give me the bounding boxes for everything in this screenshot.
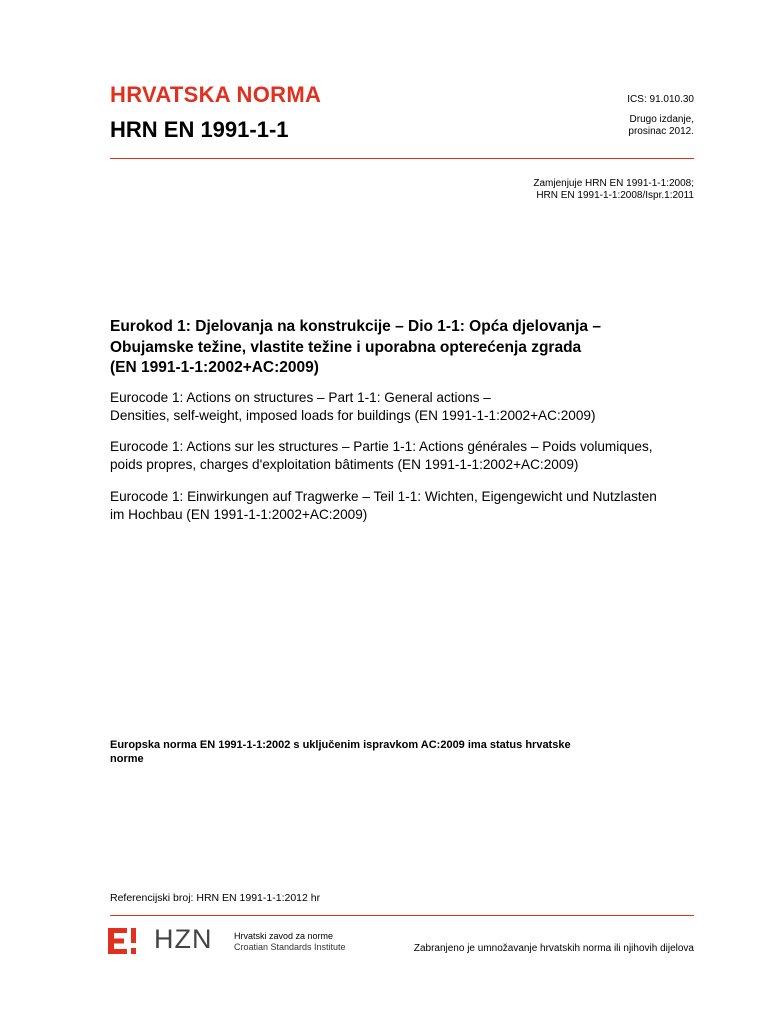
top-divider: [110, 158, 694, 159]
title-hr-line-3: (EN 1991-1-1:2002+AC:2009): [110, 359, 319, 376]
copyright-notice: Zabranjeno je umnožavanje hrvatskih norma ili njihovih dijelova: [413, 943, 694, 954]
title-french: [110, 438, 710, 474]
hzn-logo-text: HZN: [154, 924, 213, 954]
title-german: [110, 488, 710, 524]
replaces-line-1: Zamjenjuje HRN EN 1991-1-1:2008;: [533, 178, 694, 189]
replaces-info: [533, 178, 694, 202]
title-en-line-1: Eurocode 1: Actions on structures – Part 1-1: General actions –: [110, 390, 491, 405]
bottom-divider: [110, 915, 694, 916]
edition-date: prosinac 2012.: [628, 126, 694, 137]
edition-info: [628, 114, 694, 138]
institute-name-hr: Hrvatski zavod za norme: [234, 931, 334, 941]
edition-line: Drugo izdanje,: [629, 114, 694, 125]
title-croatian: [110, 317, 710, 379]
title-hr-line-2: Obujamske težine, vlastite težine i uporabna opterećenja zgrada: [110, 338, 582, 356]
institute-name: [234, 931, 346, 953]
status-line-2: norme: [110, 753, 144, 765]
institute-name-en: Croatian Standards Institute: [234, 942, 346, 952]
norm-code: HRN EN 1991-1-1: [110, 117, 289, 142]
hzn-logo-mark-icon: [108, 926, 138, 956]
replaces-line-2: HRN EN 1991-1-1:2008/Ispr.1:2011: [536, 190, 694, 201]
title-de-line-1: Eurocode 1: Einwirkungen auf Tragwerke – Teil 1-1: Wichten, Eigengewicht und Nutzlasten: [110, 489, 657, 504]
title-hr-line-1: Eurokod 1: Djelovanja na konstrukcije – Dio 1-1: Opća djelovanja –: [110, 318, 601, 335]
status-line-1: Europska norma EN 1991-1-1:2002 s uključenim ispravkom AC:2009 ima status hrvatske: [110, 739, 571, 751]
title-en-line-2: Densities, self-weight, imposed loads for buildings (EN 1991-1-1:2002+AC:2009): [110, 408, 596, 423]
title-de-line-2: im Hochbau (EN 1991-1-1:2002+AC:2009): [110, 507, 368, 522]
title-english: [110, 389, 710, 425]
title-fr-line-1: Eurocode 1: Actions sur les structures – Partie 1-1: Actions générales – Poids volumiques,: [110, 439, 653, 454]
ics-code: ICS: 91.010.30: [627, 94, 694, 105]
reference-number: Referencijski broj: HRN EN 1991-1-1:2012 hr: [110, 892, 321, 904]
title-fr-line-2: poids propres, charges d'exploitation bâtiments (EN 1991-1-1:2002+AC:2009): [110, 457, 579, 472]
norm-label: HRVATSKA NORMA: [110, 82, 322, 107]
status-statement: [110, 738, 690, 766]
